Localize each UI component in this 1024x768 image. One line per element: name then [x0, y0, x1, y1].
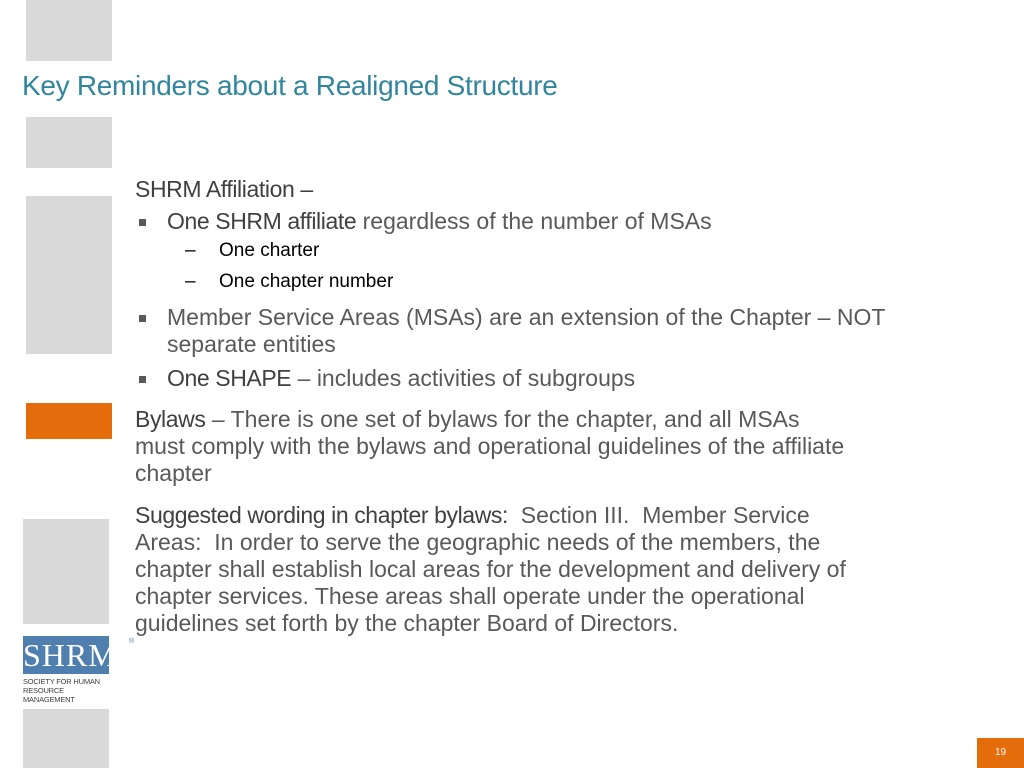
sub-item-text: One charter: [219, 240, 320, 261]
square-bullet-icon: [139, 376, 146, 383]
bullet-msas: [135, 304, 935, 358]
bullet-text: – includes activities of subgroups: [291, 365, 636, 391]
square-bullet-icon: [139, 219, 146, 226]
registered-mark: ®: [129, 638, 135, 645]
dash-icon: –: [185, 271, 196, 292]
sidebar-block-3: [26, 196, 112, 354]
shrm-logo-subtitle: [23, 677, 113, 704]
affiliation-heading: SHRM Affiliation –: [135, 176, 313, 202]
dash-icon: –: [185, 240, 196, 261]
logo-subtitle-line2: RESOURCE MANAGEMENT: [23, 686, 75, 704]
bullet-text: regardless of the number of MSAs: [356, 208, 712, 234]
sidebar-block-5: [23, 709, 109, 768]
slide-title: Key Reminders about a Realigned Structure: [22, 70, 558, 101]
square-bullet-icon: [139, 315, 146, 322]
shrm-logo-mark: SHRM: [23, 637, 118, 673]
bullet-text: Member Service Areas (MSAs) are an extension of the Chapter – NOT separate entities: [167, 304, 885, 357]
bylaws-text: – There is one set of bylaws for the chapter, and all MSAs must comply with the bylaws and operational guidelines of the affiliate chapter: [135, 406, 845, 486]
bullet-emphasis: One SHAPE: [167, 365, 292, 391]
shrm-logo: [23, 636, 135, 704]
logo-subtitle-line1: SOCIETY FOR HUMAN: [23, 677, 100, 686]
bullet-emphasis: One SHRM affiliate: [167, 208, 357, 234]
sidebar-block-1: [26, 0, 112, 61]
slide-content: [135, 176, 935, 637]
wording-paragraph: [135, 502, 935, 637]
wording-emphasis: Suggested wording in chapter bylaws:: [135, 502, 508, 528]
bullet-one-affiliate: [135, 208, 935, 297]
sub-bullets: [135, 235, 935, 297]
page-number: 19: [977, 738, 1024, 768]
sub-item-chapter-number: [135, 266, 935, 297]
sidebar-block-2: [26, 117, 112, 168]
sub-item-charter: [135, 235, 935, 266]
sidebar-accent-block: [26, 403, 112, 439]
bullet-one-shape: [135, 365, 935, 392]
bylaws-paragraph: [135, 406, 935, 487]
bylaws-emphasis: Bylaws: [135, 406, 206, 432]
sidebar-block-4: [23, 519, 109, 624]
wording-text: Section III. Member Service Areas: In order to serve the geographic needs of the members, the chapter shall establish local areas for the development and delivery of chapter services. These areas shall operate under the operational guidelines set forth by the chapter Board of Directors.: [135, 502, 853, 636]
affiliation-bullets: [135, 208, 935, 392]
sub-item-text: One chapter number: [219, 271, 394, 292]
